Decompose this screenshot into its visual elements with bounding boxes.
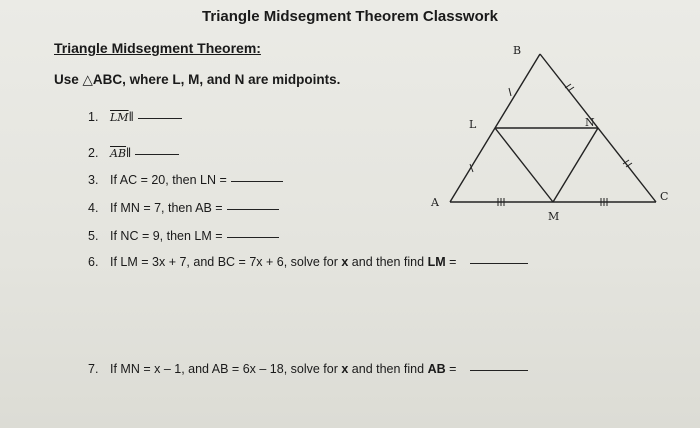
label-c: C xyxy=(660,190,669,203)
answer-blank[interactable] xyxy=(135,153,179,155)
question-text: and then find xyxy=(348,362,428,376)
question-number: 3. xyxy=(88,173,99,187)
question-1 xyxy=(88,110,182,124)
question-text: If AC = 20, then LN = xyxy=(110,173,227,187)
segment-label: $\overline{AB}$ xyxy=(110,147,127,160)
question-number: 6. xyxy=(88,255,99,269)
question-number: 2. xyxy=(88,146,99,160)
label-a: A xyxy=(431,196,439,209)
tick-mark xyxy=(568,87,574,91)
label-m: M xyxy=(548,210,560,223)
theorem-heading: Triangle Midsegment Theorem: xyxy=(54,40,261,56)
answer-blank[interactable] xyxy=(227,236,279,238)
answer-blank[interactable] xyxy=(227,208,279,210)
tick-mark xyxy=(509,88,511,96)
target-label: LM xyxy=(427,255,446,269)
question-7 xyxy=(88,362,528,376)
question-number: 7. xyxy=(88,362,99,376)
instruction-text: Use △ABC, where L, M, and N are midpoints. xyxy=(54,72,341,87)
question-text: = xyxy=(445,255,457,269)
triangle-diagram xyxy=(420,38,680,228)
question-4 xyxy=(88,201,279,215)
question-3 xyxy=(88,173,283,187)
page-title: Triangle Midsegment Theorem Classwork xyxy=(202,8,498,25)
answer-blank[interactable] xyxy=(231,180,283,182)
question-text: If NC = 9, then LM = xyxy=(110,229,223,243)
label-b: B xyxy=(513,44,522,57)
question-text: If MN = x – 1, and AB = 6x – 18, solve for xyxy=(110,362,342,376)
variable-label: x xyxy=(341,362,349,376)
question-5 xyxy=(88,229,279,243)
question-text: = xyxy=(445,362,457,376)
question-text: If LM = 3x + 7, and BC = 7x + 6, solve for xyxy=(110,255,342,269)
label-l: L xyxy=(469,118,477,131)
target-label: AB xyxy=(427,362,446,376)
question-number: 4. xyxy=(88,201,99,215)
answer-blank[interactable] xyxy=(470,369,528,371)
label-n: N xyxy=(585,116,595,129)
segment-label: $\overline{LM}$ xyxy=(110,111,129,124)
midsegment-mn xyxy=(553,128,598,202)
question-6 xyxy=(88,255,528,269)
question-text: and then find xyxy=(348,255,428,269)
midsegment-lm xyxy=(495,128,553,202)
question-2 xyxy=(88,146,179,160)
parallel-symbol: ‖ xyxy=(126,146,132,160)
parallel-symbol: ‖ xyxy=(128,110,134,124)
question-text: If MN = 7, then AB = xyxy=(110,201,223,215)
question-number: 5. xyxy=(88,229,99,243)
answer-blank[interactable] xyxy=(138,117,182,119)
variable-label: x xyxy=(341,255,349,269)
question-number: 1. xyxy=(88,110,99,124)
answer-blank[interactable] xyxy=(470,262,528,264)
